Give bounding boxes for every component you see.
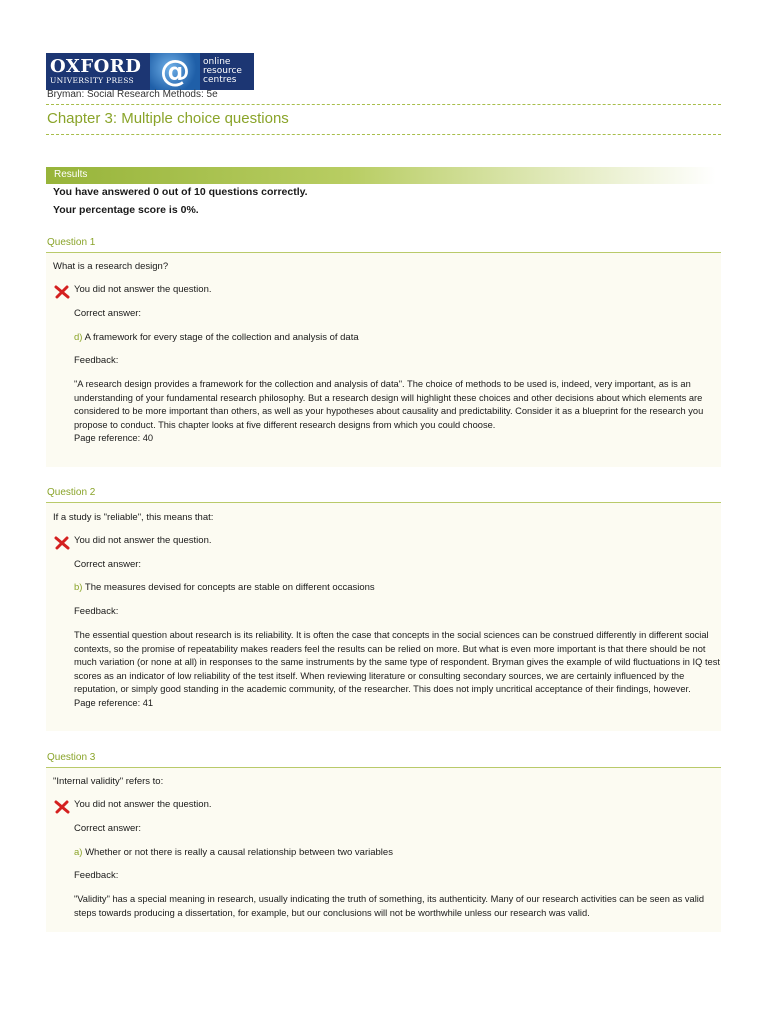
- answer-letter: a): [74, 847, 83, 858]
- results-percentage-line: Your percentage score is 0%.: [53, 204, 199, 216]
- divider: [46, 134, 721, 135]
- incorrect-cross-icon: [54, 800, 70, 814]
- not-answered-text: You did not answer the question.: [74, 284, 212, 295]
- page-title: Chapter 3: Multiple choice questions: [47, 110, 289, 127]
- page-reference: Page reference: 41: [74, 697, 154, 708]
- oxford-orc-logo: [46, 53, 254, 90]
- feedback-paragraph: "Validity" has a special meaning in research, usually indicating the truth of something, its authenticity. Many of our research activities can be seen as valid steps towards producing a dissertation, for example, but our conclusions will not be worthwhile unless our research was valid.: [74, 894, 704, 918]
- answer-text: The measures devised for concepts are stable on different occasions: [84, 582, 375, 593]
- correct-answer: [74, 582, 375, 593]
- book-title: Bryman: Social Research Methods: 5e: [47, 89, 218, 100]
- at-sign-icon: [150, 53, 200, 90]
- results-score-line: You have answered 0 out of 10 questions correctly.: [53, 186, 308, 198]
- correct-answer-label: Correct answer:: [74, 559, 142, 570]
- correct-answer-label: Correct answer:: [74, 823, 142, 834]
- question-title: Question 3: [47, 752, 96, 763]
- correct-answer: [74, 847, 393, 858]
- feedback-text: [74, 893, 722, 920]
- feedback-text: [74, 378, 722, 446]
- divider: [46, 104, 721, 105]
- correct-answer: [74, 332, 359, 343]
- incorrect-cross-icon: [54, 285, 70, 299]
- feedback-label: Feedback:: [74, 355, 119, 366]
- feedback-text: [74, 629, 722, 711]
- not-answered-text: You did not answer the question.: [74, 799, 212, 810]
- results-header-label: Results: [54, 169, 88, 180]
- results-header: [46, 167, 716, 184]
- oxford-wordmark: [46, 53, 150, 90]
- logo-orc-line1: online: [203, 57, 231, 67]
- feedback-paragraph: The essential question about research is its reliability. It is often the case that concepts in the social sciences can be construed differently in different social contexts, so the promise of repeatability makes readers feel the results can be relied on more. But what is even more important is that there should be not much variation (or none at all) in responses to the same instruments by the same type of respondent. Bryman gives the example of wild fluctuations in IQ test scores as an indicator of low reliability of the test itself. When reviewing literature or consulting secondary sources, we are certainly influenced by the reputation, or simply good standing in the academic community, of the researcher. This does not imply uncritical acceptance of their findings, however.: [74, 630, 720, 695]
- correct-answer-label: Correct answer:: [74, 308, 142, 319]
- answer-text: Whether or not there is really a causal relationship between two variables: [85, 847, 393, 858]
- page-reference: Page reference: 40: [74, 433, 154, 444]
- logo-at-text: @: [160, 53, 190, 89]
- feedback-paragraph: "A research design provides a framework for the collection and analysis of data". The choice of methods to be used is, indeed, very important, as is an understanding of your fundamental research philosophy. But a research design will highlight these choices and other decisions about which elements are considered to be more important than others, as well as your hypotheses about causality and predictability. Consider it as a blueprint for the research you propose to conduct. This chapter looks at five different research designs from which you could choose.: [74, 379, 704, 430]
- feedback-label: Feedback:: [74, 870, 119, 881]
- question-title: Question 1: [47, 237, 96, 248]
- incorrect-cross-icon: [54, 536, 70, 550]
- question-text: "Internal validity" refers to:: [53, 776, 164, 787]
- answer-letter: b): [74, 582, 83, 593]
- question-title: Question 2: [47, 487, 96, 498]
- logo-orc-line2: resource: [203, 66, 242, 76]
- answer-text: A framework for every stage of the collection and analysis of data: [84, 332, 359, 343]
- logo-oup-text: UNIVERSITY PRESS: [50, 75, 134, 85]
- feedback-label: Feedback:: [74, 606, 119, 617]
- orc-wordmark: [200, 53, 254, 90]
- not-answered-text: You did not answer the question.: [74, 535, 212, 546]
- question-text: If a study is "reliable", this means that:: [53, 512, 214, 523]
- answer-letter: d): [74, 332, 83, 343]
- logo-oxford-text: OXFORD: [50, 55, 142, 77]
- logo-orc-line3: centres: [203, 75, 237, 85]
- question-text: What is a research design?: [53, 261, 169, 272]
